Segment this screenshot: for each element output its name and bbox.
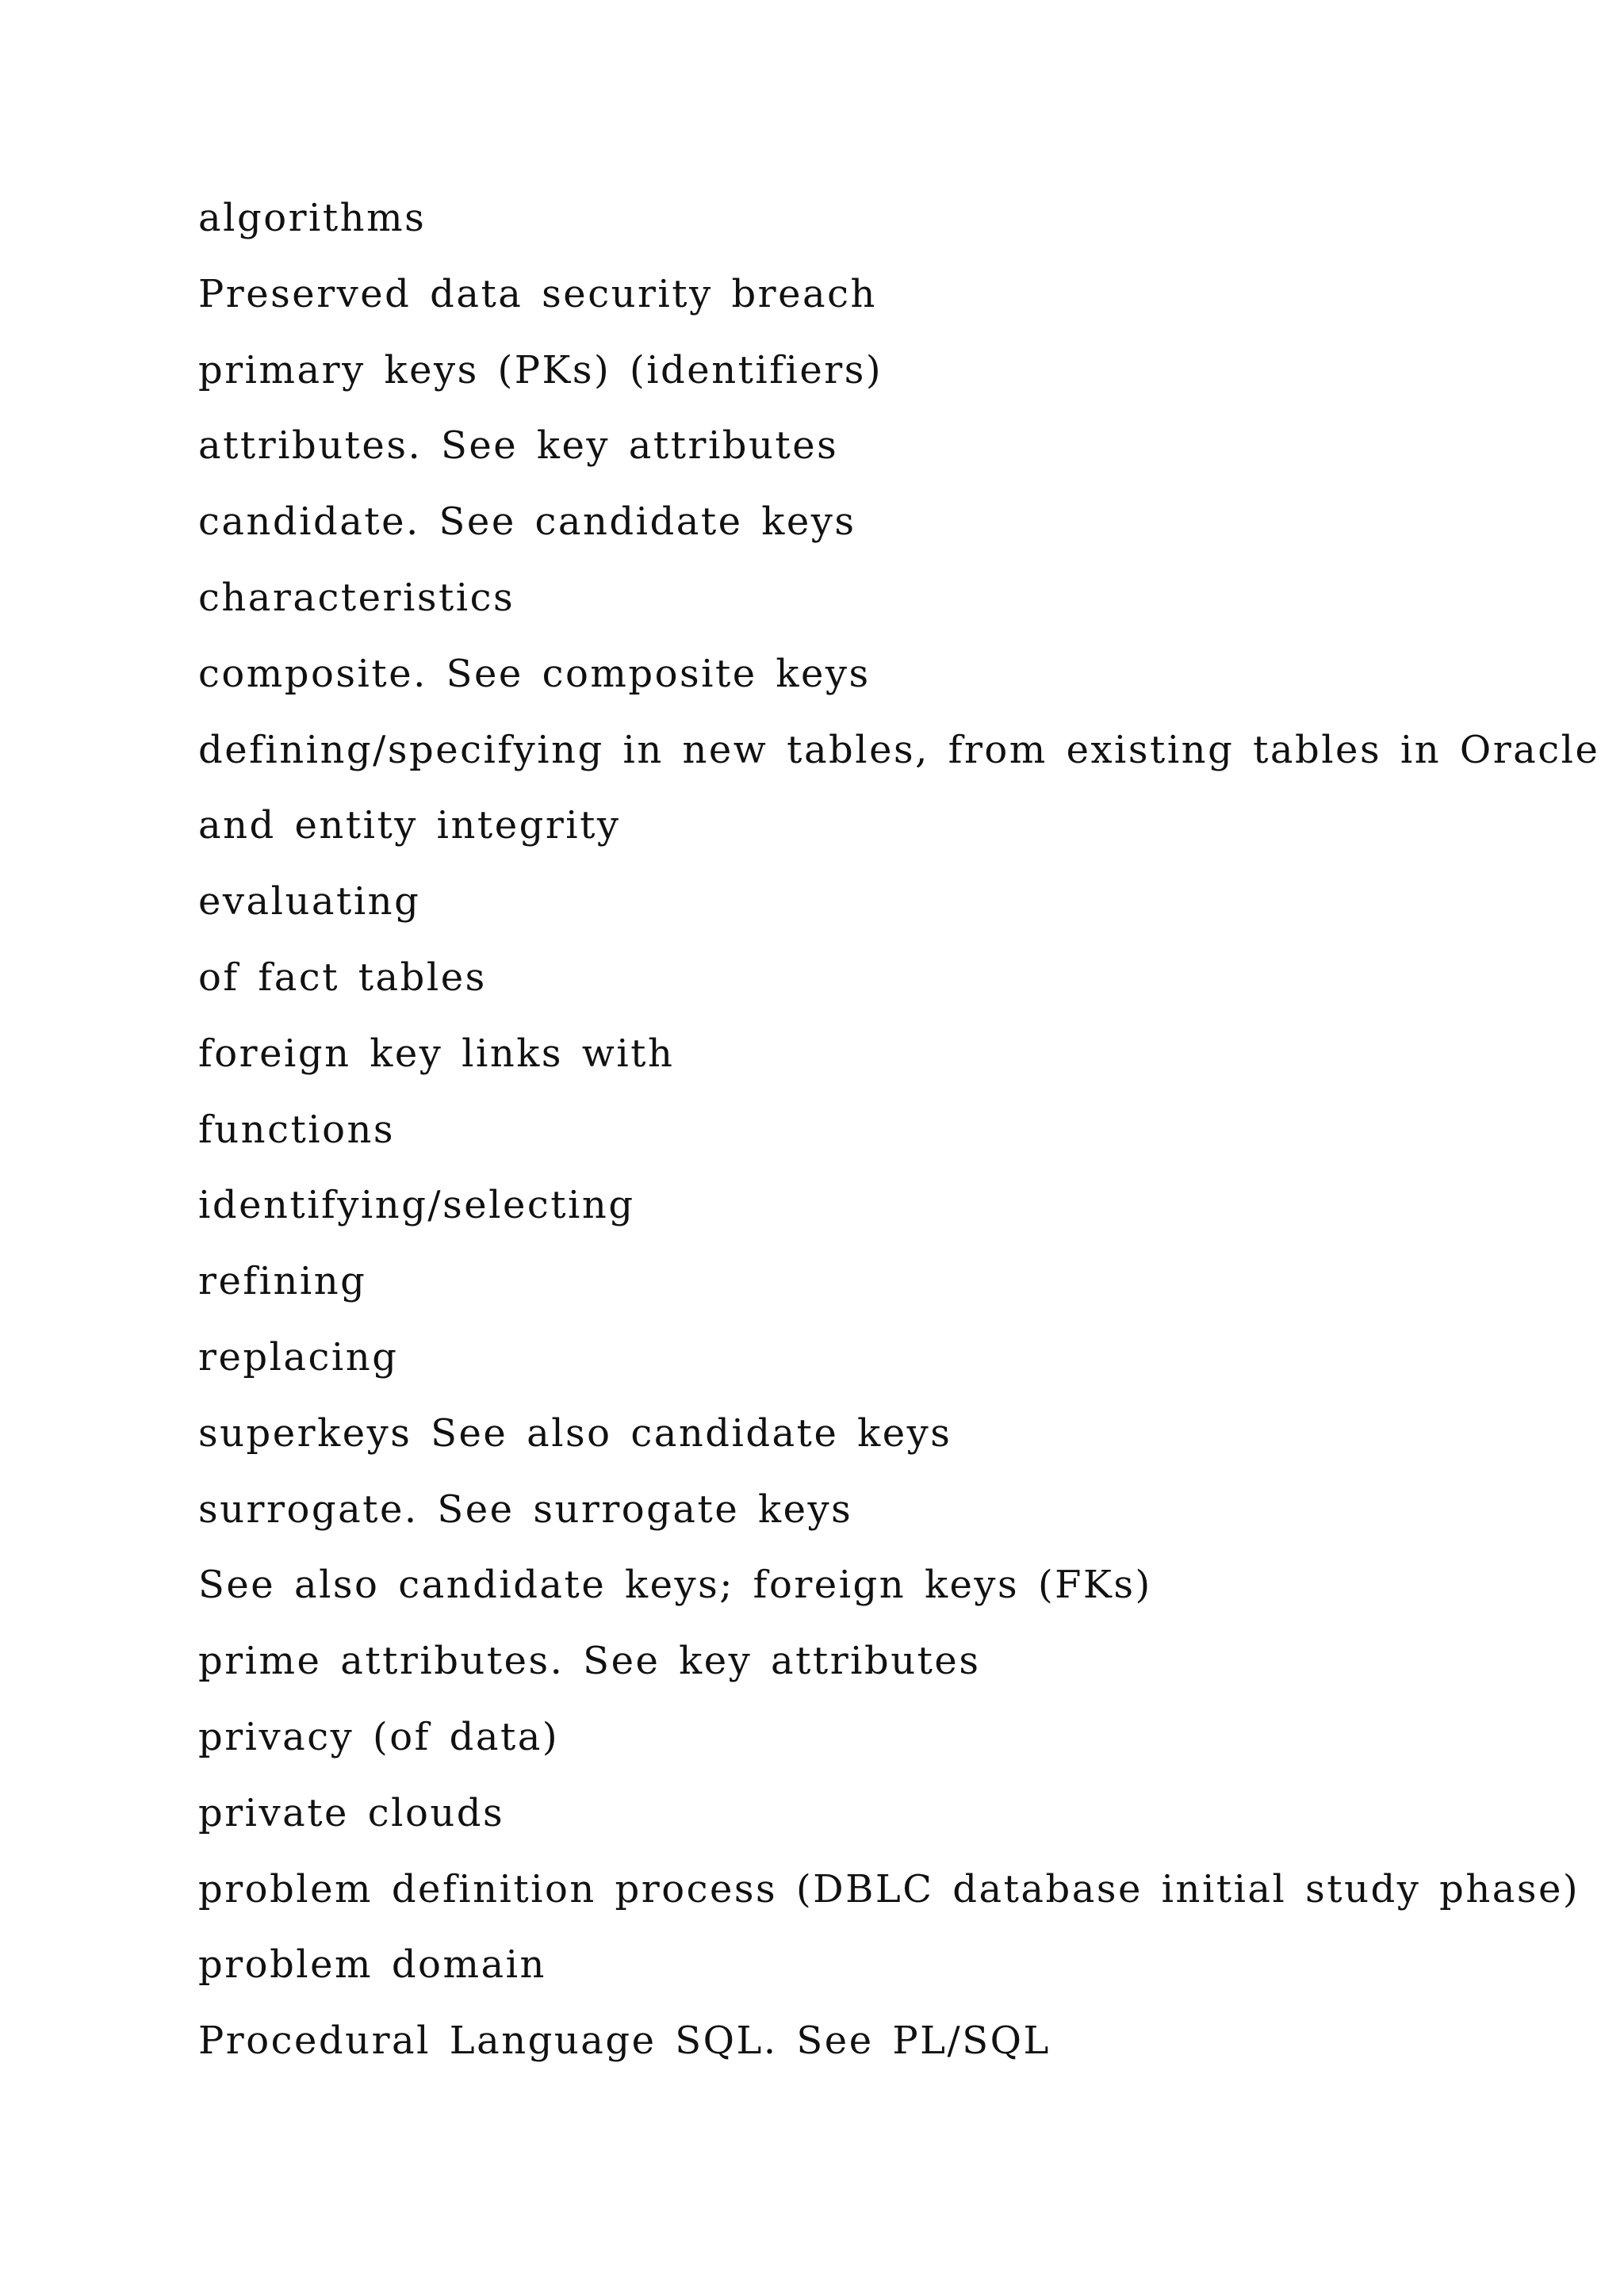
index-entry: Preserved data security breach bbox=[198, 271, 877, 316]
index-entry: prime attributes. See key attributes bbox=[198, 1639, 981, 1684]
index-entry: problem definition process (DBLC database initial study phase) bbox=[198, 1866, 1580, 1911]
index-entry: replacing bbox=[198, 1334, 399, 1380]
index-entry: of fact tables bbox=[198, 955, 487, 1000]
index-entry: primary keys (PKs) (identifiers) bbox=[198, 347, 883, 392]
index-entry: algorithms bbox=[198, 196, 427, 240]
index-entry-list bbox=[198, 192, 1599, 2091]
index-entry: identifying/selecting bbox=[198, 1183, 635, 1228]
index-entry: foreign key links with bbox=[198, 1031, 675, 1076]
index-entry: attributes. See key attributes bbox=[198, 423, 839, 469]
index-entry: and entity integrity bbox=[198, 803, 621, 848]
index-entry: Procedural Language SQL. See PL/SQL bbox=[198, 2019, 1051, 2064]
index-entry: superkeys See also candidate keys bbox=[198, 1410, 952, 1456]
index-entry: composite. See composite keys bbox=[198, 651, 871, 696]
index-entry: surrogate. See surrogate keys bbox=[198, 1487, 853, 1532]
index-entry: problem domain bbox=[198, 1942, 546, 1988]
index-entry: privacy (of data) bbox=[198, 1714, 560, 1759]
index-entry: functions bbox=[198, 1107, 396, 1152]
index-entry: candidate. See candidate keys bbox=[198, 499, 856, 545]
index-entry: private clouds bbox=[198, 1790, 505, 1835]
index-entry: refining bbox=[198, 1259, 367, 1304]
index-entry: characteristics bbox=[198, 575, 515, 620]
index-entry: evaluating bbox=[198, 879, 421, 924]
index-entry: See also candidate keys; foreign keys (FKs) bbox=[198, 1563, 1152, 1608]
index-entry: defining/specifying in new tables, from existing tables in Oracle bbox=[198, 727, 1600, 772]
